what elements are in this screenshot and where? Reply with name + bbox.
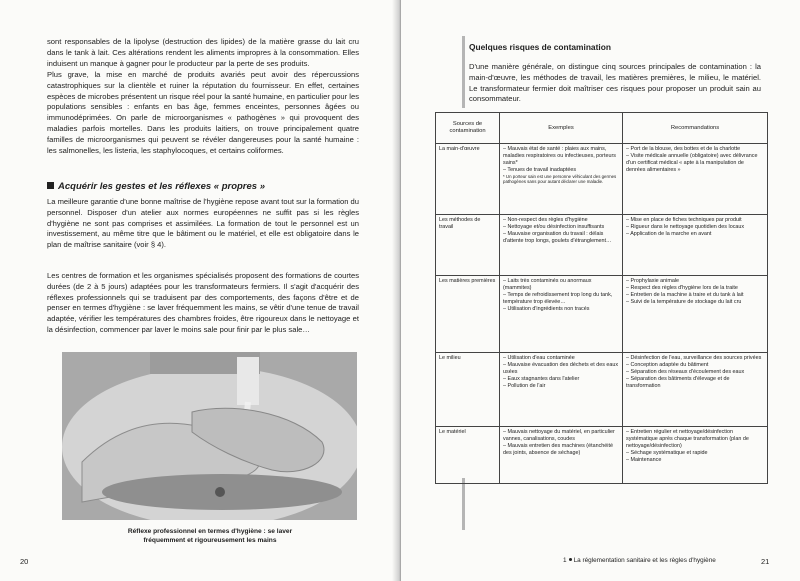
contamination-table <box>435 112 768 484</box>
table-row <box>436 427 768 484</box>
training-paragraph: La meilleure garantie d'une bonne maîtrise de l'hygiène repose avant tout sur la formation du personnel. Disposer d'un atelier aux normes européennes ne suffit pas si les règles d'hygiène ne sont pas comprises et assimilées. La formation de tout le personnel est un investissement, au même titre que le bâtiment ou le matériel, et elle est obligatoire dans le plan de maîtrise sanitaire (voir § 4). <box>47 197 359 250</box>
source-cell: Le milieu <box>436 353 500 427</box>
header-recommendations: Recommandations <box>623 113 768 144</box>
footnote: * Un porteur sain est une personne véhiculant des germes pathogènes sans pour autant déclarer une maladie. <box>503 174 617 185</box>
recommendations-cell: – Mise en place de fiches techniques par produit – Rigueur dans le nettoyage quotidien des locaux – Application de la marche en avant <box>623 215 768 276</box>
accent-bar-bottom <box>462 478 465 530</box>
handwashing-photo <box>62 352 357 520</box>
hands-under-tap-illustration <box>62 352 357 520</box>
table-row <box>436 215 768 276</box>
header-sources: Sources de contamination <box>436 113 500 144</box>
examples-cell: – Mauvais état de santé : plaies aux mains, maladies respiratoires ou infectieuses, porteurs sains* – Tenues de travail inadaptées * Un porteur sain est une personne véhiculant des germes pathogènes sans pour autant déclarer une maladie. <box>500 144 623 215</box>
contamination-intro: D'une manière générale, on distingue cinq sources principales de contamination : la main-d'œuvre, les méthodes de travail, les matières premières, le milieu, le matériel. Le transformateur fermier doit maîtriser ces risques pour proposer un produit sain au consommateur. <box>469 62 761 104</box>
courses-paragraph: Les centres de formation et les organismes spécialisés proposent des formations de courtes durées (de 2 à 5 jours) adaptées pour les transformateurs fermiers. Il s'agit d'acquérir des réflexes professionnels qui se traduisent par des comportements, des façons d'être et de penser en termes d'hygiène : se laver fréquemment les mains, se vêtir d'une tenue de travail adaptée, vérifier les températures des chambres froides, être rigoureux dans le nettoyage et la désinfection, commencer par laver le moins sale pour finir par le plus sale… <box>47 271 359 334</box>
table-row <box>436 353 768 427</box>
contamination-title: Quelques risques de contamination <box>469 42 611 52</box>
examples-cell: – Laits très contaminés ou anormaux (mammites) – Temps de refroidissement trop long du tank, température trop élevée… – Utilisation d'ingrédients non tracés <box>500 276 623 353</box>
table-row <box>436 276 768 353</box>
intro-paragraph: sont responsables de la lipolyse (destruction des lipides) de la matière grasse du lait cru dans le tank à lait. Ces altérations rendent les aliments impropres à la consommation. Elles induisent un manque à gagner pour le producteur par la perte de ses produits. <box>47 37 359 68</box>
source-cell: Les méthodes de travail <box>436 215 500 276</box>
recommendations-cell: – Désinfection de l'eau, surveillance des sources privées – Conception adaptée du bâtiment – Séparation des réseaux d'écoulement des eaux – Séparation des bâtiments d'élevage et de transformation <box>623 353 768 427</box>
source-cell: La main-d'œuvre <box>436 144 500 215</box>
recommendations-cell: – Port de la blouse, des bottes et de la charlotte – Visite médicale annuelle (obligatoire) avec délivrance d'un certificat médical « apte à la manipulation de denrées alimentaires » <box>623 144 768 215</box>
examples-cell: – Mauvais nettoyage du matériel, en particulier vannes, canalisations, coudes – Mauvais entretien des machines (étanchéité des joints, absence de séchage) <box>500 427 623 484</box>
bullet-icon <box>569 558 572 561</box>
page-number-left: 20 <box>20 557 29 566</box>
header-examples: Exemples <box>500 113 623 144</box>
running-footer: 1 La réglementation sanitaire et les règles d'hygiène <box>563 557 716 564</box>
left-page <box>0 0 399 581</box>
photo-caption: Réflexe professionnel en termes d'hygiène : se laver fréquemment et rigoureusement les mains <box>127 528 293 544</box>
source-cell: Les matières premières <box>436 276 500 353</box>
recommendations-cell: – Entretien régulier et nettoyage/désinfection systématique après chaque transformation (plan de nettoyage/désinfection) – Séchage systématique et rapide – Maintenance <box>623 427 768 484</box>
section-heading: Acquérir les gestes et les réflexes « propres » <box>47 181 265 192</box>
examples-cell: – Utilisation d'eau contaminée – Mauvaise évacuation des déchets et des eaux usées – Eaux stagnantes dans l'atelier – Pollution de l'air <box>500 353 623 427</box>
square-bullet-icon <box>47 182 54 189</box>
accent-bar-top <box>462 36 465 108</box>
page-number-right: 21 <box>761 557 770 566</box>
pathogen-paragraph: Plus grave, la mise en marché de produits avariés peut avoir des répercussions catastrophiques sur la clientèle et ruiner la réputation du fournisseur. En effet, certaines espèces de microbes présentent un risque réel pour la santé humaine, en particulier pour les populations sensibles : enfants en bas âge, femmes enceintes, personnes âgées ou immunodéprimées. On parle de microorganismes « pathogènes » qui provoquent des maladies parfois mortelles. Dans les produits laitiers, on trouve principalement quatre familles de microorganismes qui peuvent se révéler dangereuses pour la santé humaine : les salmonelles, les listeria, les staphylocoques, et certains coliformes. <box>47 70 359 155</box>
table-row <box>436 144 768 215</box>
source-cell: Le matériel <box>436 427 500 484</box>
examples-cell: – Non-respect des règles d'hygiène – Nettoyage et/ou désinfection insuffisants – Mauvaise organisation du travail : délais d'attente trop longs, goulets d'étranglement… <box>500 215 623 276</box>
table-header-row <box>436 113 768 144</box>
recommendations-cell: – Prophylaxie animale – Respect des règles d'hygiène lors de la traite – Entretien de la machine à traire et du tank à lait – Suivi de la température de stockage du lait cru <box>623 276 768 353</box>
